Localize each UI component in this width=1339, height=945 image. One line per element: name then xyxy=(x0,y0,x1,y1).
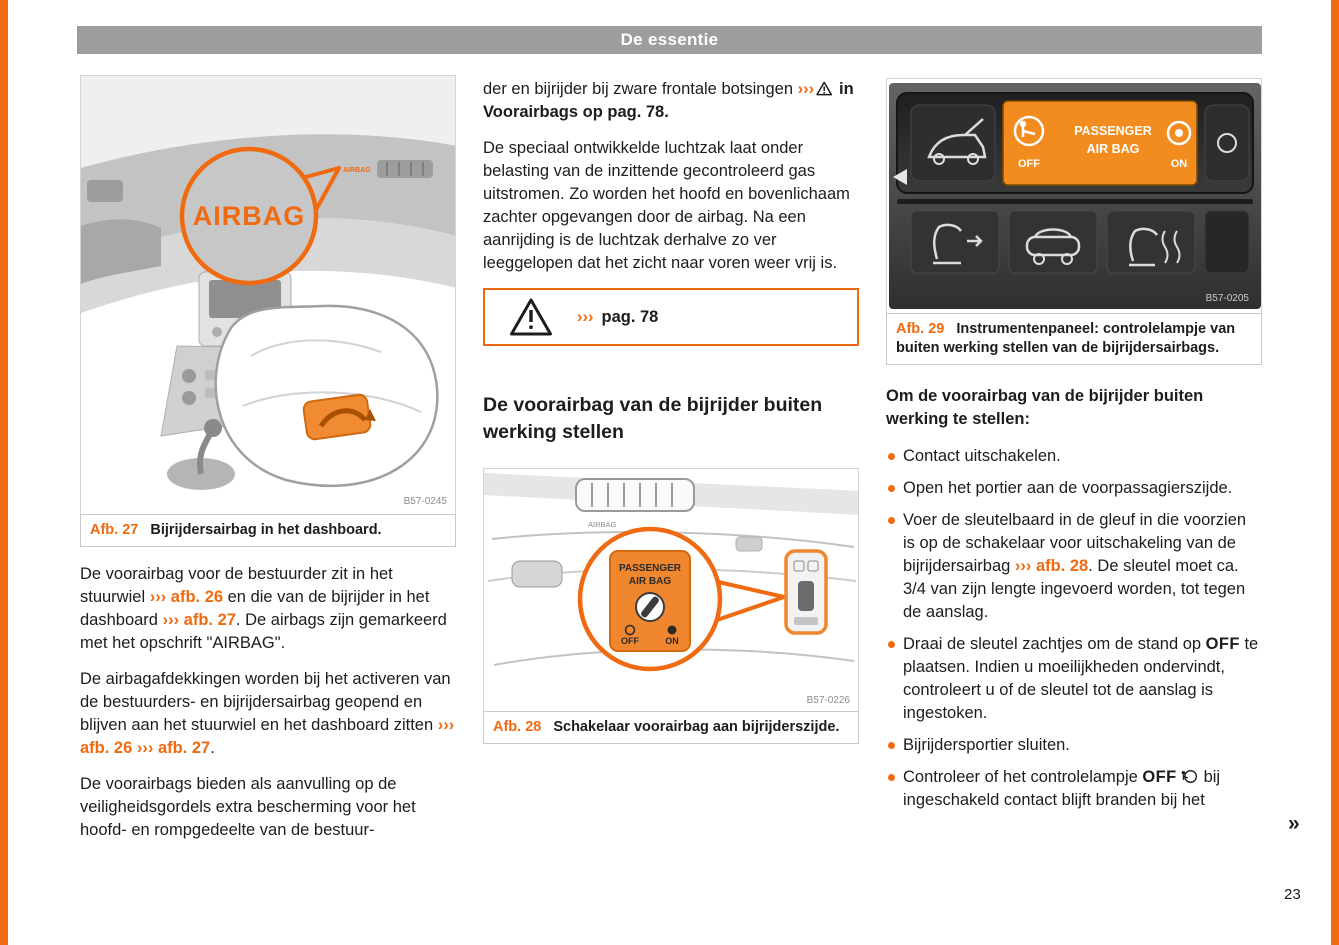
instruction-step xyxy=(886,766,1262,812)
page-edge-left xyxy=(0,0,8,945)
text-segment: der en bijrijder bij zware frontale botsingen xyxy=(483,80,798,98)
figure-28-caption xyxy=(483,711,859,744)
figure-28 xyxy=(483,468,859,712)
instruction-step xyxy=(886,734,1262,757)
chapter-header xyxy=(77,26,1262,54)
continuation-mark: » xyxy=(1288,812,1300,835)
figure-label: Afb. 28 xyxy=(493,719,542,735)
text-segment: Contact uitschakelen. xyxy=(903,447,1061,465)
figure-label: Afb. 27 xyxy=(90,522,139,538)
indicator-passenger-label: PASSENGER xyxy=(1074,124,1152,138)
text-segment: . De sleutel moet ca. 3/4 van zijn lengte ingevoerd worden, tot tegen de aanslag. xyxy=(903,557,1246,621)
text-segment: De voorairbag voor de bestuurder zit in het stuurwiel xyxy=(80,565,393,606)
figure-caption-text: Schakelaar voorairbag aan bijrijderszijde. xyxy=(553,719,840,735)
figure-29-illustration xyxy=(887,79,1262,313)
text-segment: De voorairbags bieden als aanvulling op de veiligheidsgordels extra bescherming voor het hoofd- en rompgedeelte van de bestuur- xyxy=(80,775,416,839)
column-right xyxy=(886,78,1262,821)
page-number: 23 xyxy=(1284,886,1301,903)
airbag-indicator-icon xyxy=(1179,769,1197,784)
paragraph xyxy=(483,78,859,124)
switch-label-off: OFF xyxy=(621,636,639,646)
figure-code: B57-0245 xyxy=(403,496,447,507)
paragraph xyxy=(80,563,456,655)
instruction-step xyxy=(886,445,1262,468)
chapter-title: De essentie xyxy=(620,30,719,49)
text-segment: Controleer of het controlelampje xyxy=(903,768,1143,786)
figure-caption-text: Instrumentenpaneel: controlelampje van buiten werking stellen van de bijrijdersairbags. xyxy=(896,321,1236,356)
indicator-off-label: OFF xyxy=(1018,158,1040,170)
text-segment: De airbagafdekkingen worden bij het activeren van de bestuurders- en bijrijdersairbag geopend en blijven aan het stuurwiel en het dashboard zitten xyxy=(80,670,451,734)
cross-reference: ››› afb. 27 xyxy=(162,611,236,629)
switch-label-airbag: AIR BAG xyxy=(628,576,672,587)
text-segment: en die van de bijrijder in het dashboard xyxy=(80,588,430,629)
text-segment: Open het portier aan de voorpassagierszijde. xyxy=(903,479,1233,497)
indicator-on-label: ON xyxy=(1170,158,1188,170)
figure-27-caption xyxy=(80,514,456,547)
text-segment: Bijrijdersportier sluiten. xyxy=(903,736,1070,754)
text-segment: bij ingeschakeld contact blijft branden bij het xyxy=(903,768,1221,809)
switch-label-on: ON xyxy=(665,636,679,646)
airbag-balloon-label: AIRBAG xyxy=(192,201,306,231)
page-edge-right xyxy=(1331,0,1339,945)
figure-label: Afb. 29 xyxy=(896,321,945,337)
text-segment: . De airbags zijn gemarkeerd met het opschrift "AIRBAG". xyxy=(80,611,447,652)
figure-27 xyxy=(80,75,456,515)
text-segment: Voer de sleutelbaard in de gleuf in die voorzien is op de schakelaar voor uitschakeling van de bijrijdersairbag xyxy=(903,511,1247,575)
cross-reference: ››› xyxy=(577,307,594,326)
airbag-dash-marking: AIRBAG xyxy=(343,167,371,174)
warning-icon xyxy=(816,81,832,96)
cross-reference: ››› xyxy=(797,80,815,98)
paragraph xyxy=(80,773,456,842)
figure-code: B57-0226 xyxy=(806,695,850,706)
figure-29 xyxy=(886,78,1262,314)
column-left xyxy=(80,75,456,855)
text-segment: te plaatsen. Indien u moeilijkheden ondervindt, controleert u of de sleutel tot de aanslag is ingestoken. xyxy=(903,635,1259,722)
text-segment: De speciaal ontwikkelde luchtzak laat onder belasting van de inzittende gecontroleerd gas uitstromen. Zo worden het hoofd en bovenlichaam zachter opgevangen door de airbag. Na een aanrijding is de luchtzak derhalve zo ver leeggelopen dat het zicht naar voren weer vrij is. xyxy=(483,139,850,272)
text-segment: Draai de sleutel zachtjes om de stand op xyxy=(903,635,1206,653)
instruction-step xyxy=(886,477,1262,500)
indicator-airbag-label: AIR BAG xyxy=(1086,142,1140,156)
cross-reference: ››› afb. 28 xyxy=(1014,557,1089,575)
text-segment: in Voorairbags op pag. 78. xyxy=(483,80,854,121)
text-segment: OFF xyxy=(1205,635,1240,653)
instruction-list xyxy=(886,445,1262,812)
paragraph xyxy=(483,137,859,275)
text-segment: . xyxy=(210,739,215,757)
instruction-step xyxy=(886,509,1262,624)
figure-caption-text: Bijrijdersairbag in het dashboard. xyxy=(150,522,382,538)
cross-reference: ››› afb. 26 xyxy=(80,716,455,757)
figure-28-illustration xyxy=(484,469,859,711)
warning-reference-box xyxy=(483,288,859,346)
warning-page: pag. 78 xyxy=(601,307,659,326)
paragraph xyxy=(80,668,456,760)
vent-airbag-marking: AIRBAG xyxy=(588,520,617,529)
figure-code: B57-0205 xyxy=(1205,293,1249,304)
section-heading: De voorairbag van de bijrijder buiten werking stellen xyxy=(483,394,823,443)
figure-29-caption xyxy=(886,313,1262,365)
instruction-heading: Om de voorairbag van de bijrijder buiten werking te stellen: xyxy=(886,387,1204,428)
cross-reference: ››› afb. 26 xyxy=(149,588,224,606)
switch-label-passenger: PASSENGER xyxy=(618,563,682,574)
column-middle xyxy=(483,78,859,744)
cross-reference: ››› afb. 27 xyxy=(136,739,211,757)
instruction-step xyxy=(886,633,1262,725)
figure-27-illustration xyxy=(81,76,456,514)
warning-triangle-icon xyxy=(485,297,577,337)
text-segment: OFF xyxy=(1142,768,1177,786)
warning-reference xyxy=(577,306,658,329)
